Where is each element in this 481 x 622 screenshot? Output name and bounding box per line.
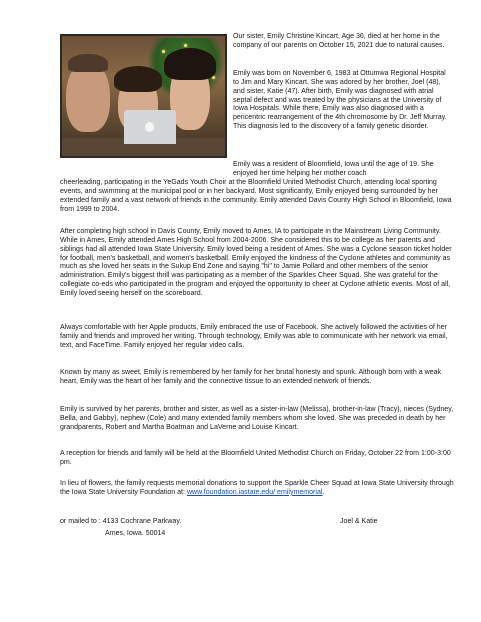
tree-light: [162, 50, 165, 53]
tree-light: [184, 44, 187, 47]
person-center-hair: [114, 66, 162, 92]
birth-paragraph: Emily was born on November 6, 1983 at Ottumwa Regional Hospital to Jim and Mary Kincart. She was adored by her brother, Joel (48), and sister, Katie (47). After birth, Emily was diagnosed with atrial septal defect and was treated by the physicians at the University of Iowa Hospitals. While there, Emily was also diagnosed with a pericentric rearrangement of the 4th chromosome by Dr. Jeff Murray. This diagnosis led to the discovery of a family genetic disorder.: [233, 70, 447, 131]
mailing-address-line1: or mailed to : 4133 Cochrane Parkway.: [60, 518, 182, 525]
apple-logo-icon: [145, 122, 154, 132]
donations-end: .: [322, 488, 325, 496]
person-left-hair: [68, 54, 108, 72]
remembrance-paragraph: Known by many as sweet, Emily is remembered by her family for her brutal honesty and spunk. Although born with a weak heart, Emily was the heart of her family and the connective tissue to an extended network of friends.: [60, 369, 442, 385]
ames-paragraph: After completing high school in Davis County, Emily moved to Ames, IA to participate in the Mainstream Living Community. While in Ames, Emily attended Ames High School from 2004-2006. She considered this to be college as her parents and siblings had all attended Iowa State University. Emily loved being a resident of Ames. She was a Cyclone season ticket holder for football, men's basketball, and women's basketball. Emily enjoyed the kindness of the Cyclone athletes and community as much as she loved her seats in the Sukup End Zone and saying "hi" to Jamie Pollard and other members of the senior administration. Emily's biggest thrill was participating as a member of the Sparkles Cheer Squad. She was grateful for the collegiate co-eds who participated in the program and enjoyed the opportunity to cheer at Cyclone athletic events. Most of all, Emily loved seeing herself on the scoreboard.: [60, 228, 452, 297]
reception-paragraph: A reception for friends and family will be held at the Bloomfield United Methodist Church on Friday, October 22 from 1:00-3:00 pm.: [60, 450, 451, 466]
signature: Joel & Katie: [340, 518, 378, 525]
survivors-paragraph: Emily is survived by her parents, brother and sister, as well as a sister-in-law (Melissa), brother-in-law (Tracy), nieces (Sydney, Bella, and Gabby), nephew (Cole) and many extended family members whom she loved. She was preceded in death by her grandparents, Robert and Martha Boatman and LaVerne and Louise Kincart.: [60, 406, 454, 431]
bloomfield-paragraph: cheerleading, participating in the YeGads Youth Choir at the Bloomfield United Methodist Church, attending local sporting events, and swimming at the municipal pool or in her backyard. Most significantly, Emily enjoyed being surrounded by her extended family and a vast network of friends in the community. Emily attended Davis County High School in Bloomfield, Iowa from 1999 to 2004.: [60, 179, 452, 213]
technology-paragraph: Always comfortable with her Apple products, Emily embraced the use of Facebook. She actively followed the activities of her family and friends and improved her writing. Through technology, Emily was able to communicate with her network via email, text, and FaceTime. Family enjoyed her regular video calls.: [60, 324, 448, 349]
person-right-hair: [164, 48, 216, 80]
donations-text: In lieu of flowers, the family requests memorial donations to support the Sparkle Cheer Squad at Iowa State University through the Iowa State University Foundation at:: [60, 480, 454, 496]
bloomfield-paragraph-start: Emily was a resident of Bloomfield, Iowa until the age of 19. She enjoyed her time helping her mother coach: [233, 161, 434, 177]
mailing-address-line2: Ames, Iowa. 50014: [105, 530, 166, 537]
family-photo: [60, 34, 227, 158]
intro-paragraph: Our sister, Emily Christine Kincart, Age 36, died at her home in the company of our parents on October 15, 2021 due to natural causes.: [233, 33, 445, 49]
foundation-link[interactable]: www.foundation.iastate.edu/ emilymemorial: [186, 488, 323, 496]
donations-paragraph: [60, 480, 460, 498]
